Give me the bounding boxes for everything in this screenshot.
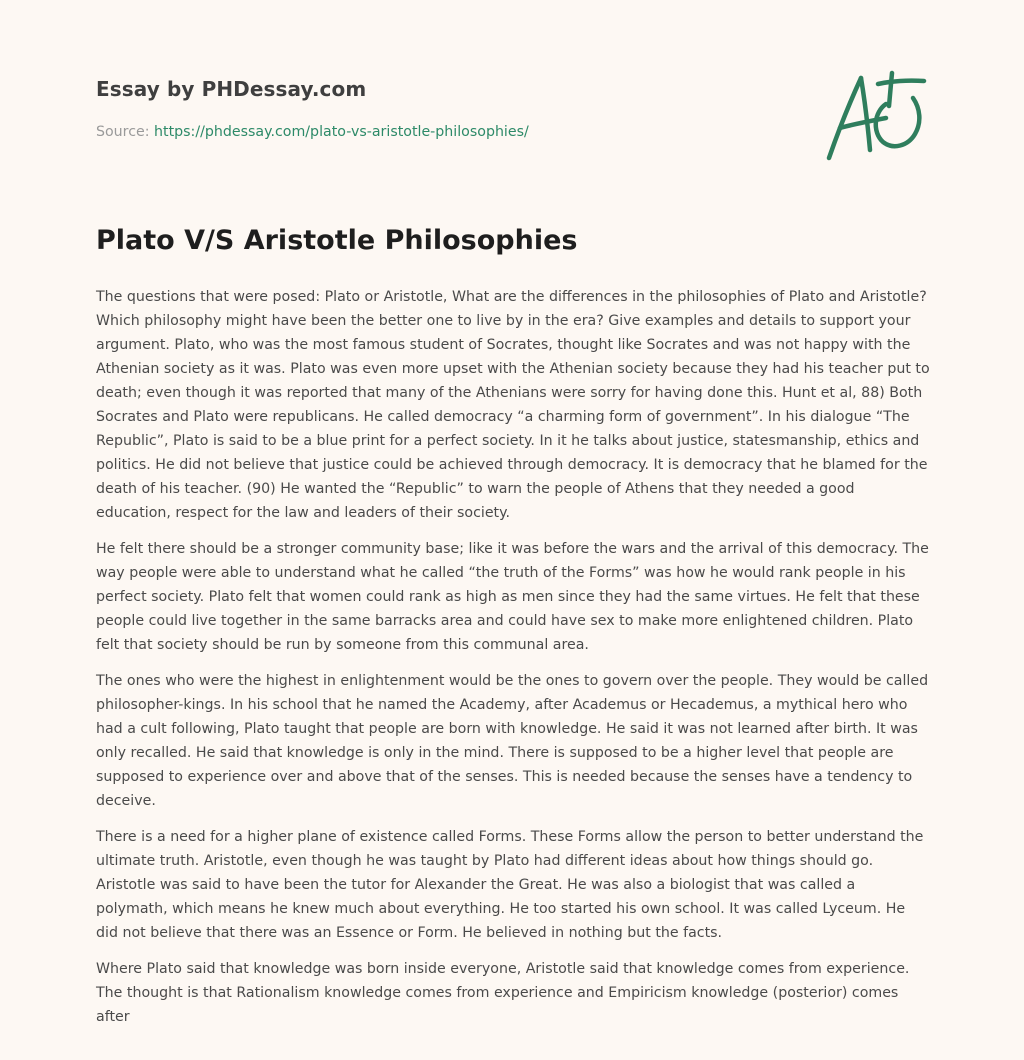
essay-body [96, 285, 930, 1041]
source-link[interactable]: https://phdessay.com/plato-vs-aristotle-philosophies/ [154, 124, 529, 140]
paragraph: The ones who were the highest in enlightenment would be the ones to govern over the people. They would be called philosopher-kings. In his school that he named the Academy, after Academus or Hecademus, a mythical hero who had a cult following, Plato taught that people are born with knowledge. He said it was not learned after birth. It was only recalled. He said that knowledge is only in the mind. There is supposed to be a higher level that people are supposed to experience over and above that of the senses. This is needed because the senses have a tendency to deceive. [96, 673, 929, 809]
document-title: Plato V/S Aristotle Philosophies [96, 225, 578, 256]
site-brand: Essay by PHDessay.com [96, 77, 367, 101]
source-line [96, 124, 529, 140]
paragraph: There is a need for a higher plane of existence called Forms. These Forms allow the person to better understand the ultimate truth. Aristotle, even though he was taught by Plato had different ideas about how things should go. Aristotle was said to have been the tutor for Alexander the Great. He was also a biologist that was called a polymath, which means he knew much about everything. He too started his own school. It was called Lyceum. He did not believe that there was an Essence or Form. He believed in nothing but the facts. [96, 829, 924, 941]
a-plus-grade-icon [820, 66, 932, 166]
paragraph: Where Plato said that knowledge was born inside everyone, Aristotle said that knowledge comes from experience. The thought is that Rationalism knowledge comes from experience and Empiricism knowledge (posterior) comes after [96, 961, 910, 1025]
paragraph: He felt there should be a stronger community base; like it was before the wars and the arrival of this democracy. The way people were able to understand what he called “the truth of the Forms” was how he would rank people in his perfect society. Plato felt that women could rank as high as men since they had the same virtues. He felt that these people could live together in the same barracks area and could have sex to make more enlightened children. Plato felt that society should be run by someone from this communal area. [96, 541, 929, 653]
source-label: Source: [96, 124, 155, 140]
paragraph: The questions that were posed: Plato or Aristotle, What are the differences in the philosophies of Plato and Aristotle? Which philosophy might have been the better one to live by in the era? Give examples and details to support your argument. Plato, who was the most famous student of Socrates, thought like Socrates and was not happy with the Athenian society as it was. Plato was even more upset with the Athenian society because they had his teacher put to death; even though it was reported that many of the Athenians were sorry for having done this. Hunt et al, 88) Both Socrates and Plato were republicans. He called democracy “a charming form of government”. In his dialogue “The Republic”, Plato is said to be a blue print for a perfect society. In it he talks about justice, statesmanship, ethics and politics. He did not believe that justice could be achieved through democracy. It is democracy that he blamed for the death of his teacher. (90) He wanted the “Republic” to warn the people of Athens that they needed a good education, respect for the law and leaders of their society. [96, 289, 930, 521]
